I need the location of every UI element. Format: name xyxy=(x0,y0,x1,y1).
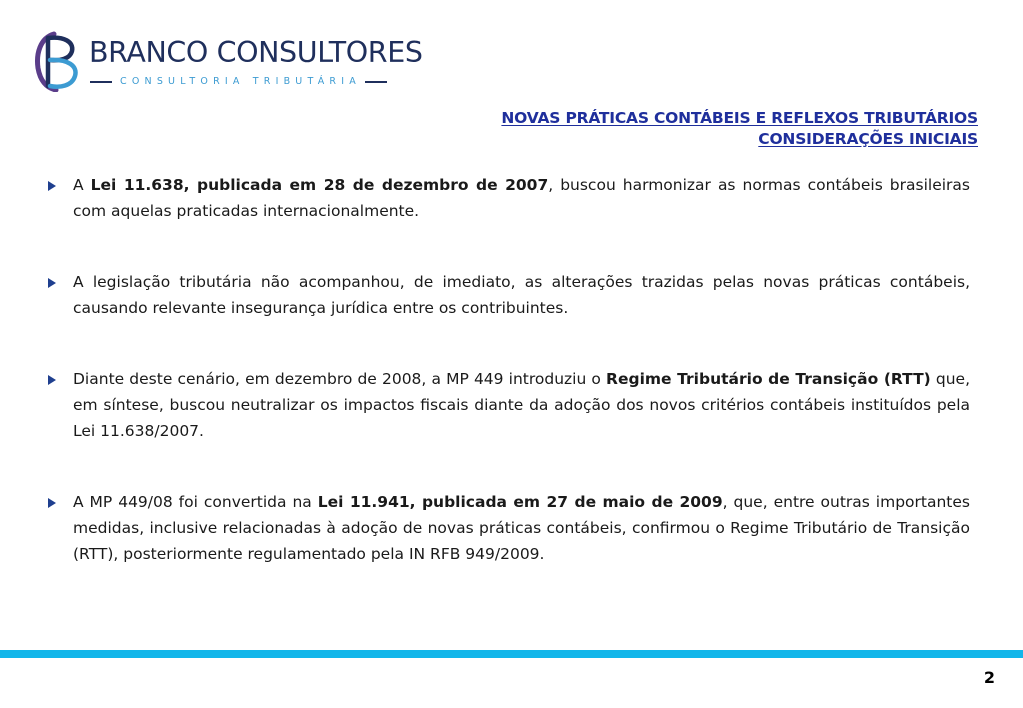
bullet-text-post: , buscou harmonizar as normas contábeis brasileiras com aquelas praticadas internacionalmente. xyxy=(73,176,970,220)
footer-bar xyxy=(0,650,1023,658)
triangle-right-icon xyxy=(48,181,56,191)
logo-tagline-rule-left xyxy=(90,81,112,83)
logo-tagline-row xyxy=(90,75,412,89)
b-monogram-icon xyxy=(34,30,80,92)
triangle-right-icon xyxy=(48,498,56,508)
bullet-item xyxy=(46,489,970,567)
company-logo xyxy=(34,30,423,94)
slide-title xyxy=(501,108,978,150)
bullet-text-pre: A MP 449/08 foi convertida na xyxy=(73,493,318,511)
logo-tagline: CONSULTORIA TRIBUTÁRIA xyxy=(120,76,361,88)
bullet-text-bold: Lei 11.941, publicada em 27 de maio de 2009 xyxy=(317,493,723,511)
bullet-text: A legislação tributária não acompanhou, de imediato, as alterações trazidas pelas novas práticas contábeis, causando relevante insegurança jurídica entre os contribuintes. xyxy=(73,273,970,317)
bullet-item xyxy=(46,366,970,444)
bullet-text-post: que, em síntese, buscou neutralizar os impactos fiscais diante da adoção dos novos critérios contábeis instituídos pela Lei 11.638/2007. xyxy=(73,370,971,440)
bullet-item xyxy=(46,172,970,224)
bullet-text-pre: A xyxy=(73,176,91,194)
bullet-text-bold: Regime Tributário de Transição (RTT) xyxy=(606,370,931,388)
bullet-text-pre: Diante deste cenário, em dezembro de 2008, a MP 449 introduziu o xyxy=(73,370,607,388)
title-line-2: CONSIDERAÇÕES INICIAIS xyxy=(758,130,978,148)
logo-tagline-rule-right xyxy=(365,81,387,83)
bullet-text-bold: Lei 11.638, publicada em 28 de dezembro de 2007 xyxy=(90,176,549,194)
logo-name: BRANCO CONSULTORES xyxy=(89,36,423,69)
title-line-1: NOVAS PRÁTICAS CONTÁBEIS E REFLEXOS TRIBUTÁRIOS xyxy=(501,109,978,127)
triangle-right-icon xyxy=(48,375,56,385)
bullet-item xyxy=(46,269,970,321)
triangle-right-icon xyxy=(48,278,56,288)
page-number: 2 xyxy=(983,668,995,687)
bullet-text-post: , que, entre outras importantes medidas, inclusive relacionadas à adoção de novas práticas contábeis, confirmou o Regime Tributário de Transição (RTT), posteriormente regulamentado pela IN RFB 949/2009. xyxy=(73,493,970,563)
